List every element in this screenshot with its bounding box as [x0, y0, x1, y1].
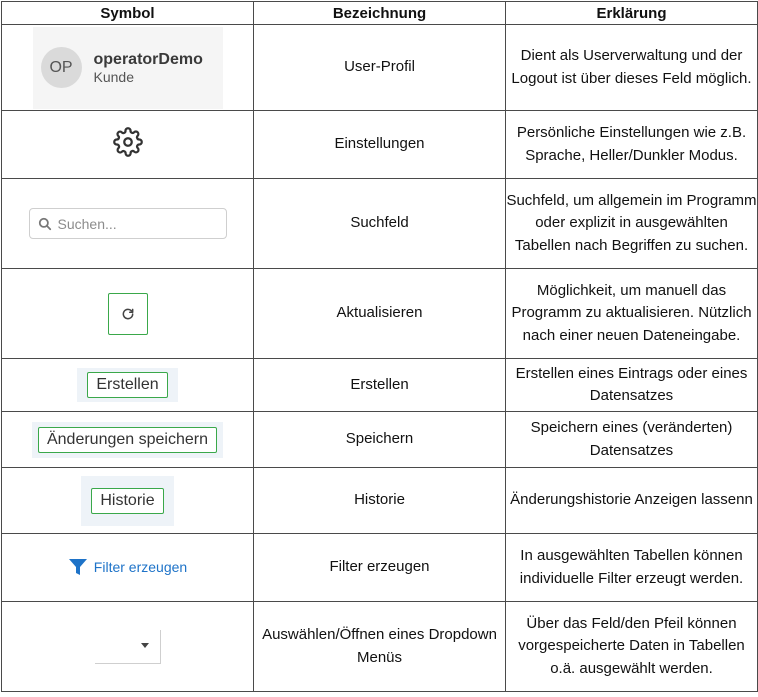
filter-icon — [68, 558, 88, 576]
erklaerung-cell: Änderungshistorie Anzeigen lassenn — [506, 468, 758, 534]
user-profile-widget[interactable] — [33, 27, 223, 109]
search-placeholder: Suchen... — [57, 215, 117, 232]
create-filter-label: Filter erzeugen — [93, 559, 188, 576]
create-filter-link[interactable] — [68, 558, 187, 576]
header-bezeichnung: Bezeichnung — [254, 2, 506, 25]
bezeichnung-cell: Erstellen — [254, 359, 506, 412]
symbol-legend-table — [1, 1, 758, 692]
erklaerung-cell: Suchfeld, um allgemein im Programm oder explizit in ausgewählten Tabellen nach Begriffen zu suchen. — [506, 179, 758, 269]
profile-role: Kunde — [93, 69, 134, 85]
symbol-cell — [2, 412, 254, 468]
refresh-icon — [121, 307, 135, 321]
profile-name: operatorDemo — [93, 51, 203, 68]
symbol-cell — [2, 25, 254, 111]
header-symbol: Symbol — [2, 2, 254, 25]
bezeichnung-cell: Filter erzeugen — [254, 534, 506, 602]
erklaerung-cell: Erstellen eines Eintrags oder eines Datensatzes — [506, 359, 758, 412]
table-row — [2, 25, 758, 111]
bezeichnung-cell: Auswählen/Öffnen eines Dropdown Menüs — [254, 602, 506, 692]
refresh-button[interactable] — [108, 293, 148, 335]
symbol-cell — [2, 179, 254, 269]
history-button[interactable]: Historie — [91, 488, 163, 514]
button-background — [77, 368, 177, 402]
erklaerung-cell: Persönliche Einstellungen wie z.B. Sprache, Heller/Dunkler Modus. — [506, 111, 758, 179]
table-row — [2, 359, 758, 412]
table-row — [2, 269, 758, 359]
search-icon — [38, 217, 52, 231]
symbol-cell — [2, 269, 254, 359]
symbol-cell — [2, 534, 254, 602]
save-changes-button[interactable]: Änderungen speichern — [38, 427, 217, 453]
search-input[interactable] — [29, 208, 227, 239]
avatar: OP — [41, 47, 82, 88]
symbol-cell — [2, 111, 254, 179]
bezeichnung-cell: Aktualisieren — [254, 269, 506, 359]
button-background — [81, 476, 173, 526]
bezeichnung-cell: Speichern — [254, 412, 506, 468]
dropdown-arrow-icon[interactable] — [141, 643, 149, 648]
symbol-cell — [2, 468, 254, 534]
table-row — [2, 534, 758, 602]
bezeichnung-cell: Einstellungen — [254, 111, 506, 179]
dropdown-select[interactable] — [95, 630, 161, 664]
erklaerung-cell: In ausgewählten Tabellen können individuelle Filter erzeugt werden. — [506, 534, 758, 602]
symbol-cell — [2, 602, 254, 692]
table-row — [2, 179, 758, 269]
erklaerung-cell: Speichern eines (veränderten) Datensatzes — [506, 412, 758, 468]
create-button[interactable]: Erstellen — [87, 372, 167, 398]
table-row — [2, 412, 758, 468]
bezeichnung-cell: Suchfeld — [254, 179, 506, 269]
bezeichnung-cell: Historie — [254, 468, 506, 534]
table-row — [2, 111, 758, 179]
header-erklaerung: Erklärung — [506, 2, 758, 25]
bezeichnung-cell: User-Profil — [254, 25, 506, 111]
erklaerung-cell: Möglichkeit, um manuell das Programm zu aktualisieren. Nützlich nach einer neuen Dateneingabe. — [506, 269, 758, 359]
gear-icon[interactable] — [113, 127, 143, 162]
symbol-cell — [2, 359, 254, 412]
erklaerung-cell: Über das Feld/den Pfeil können vorgespeicherte Daten in Tabellen o.ä. ausgewählt werden. — [506, 602, 758, 692]
erklaerung-cell: Dient als Userverwaltung und der Logout ist über dieses Feld möglich. — [506, 25, 758, 111]
table-row — [2, 602, 758, 692]
header-row — [2, 2, 758, 25]
table-row — [2, 468, 758, 534]
button-background — [32, 422, 223, 458]
